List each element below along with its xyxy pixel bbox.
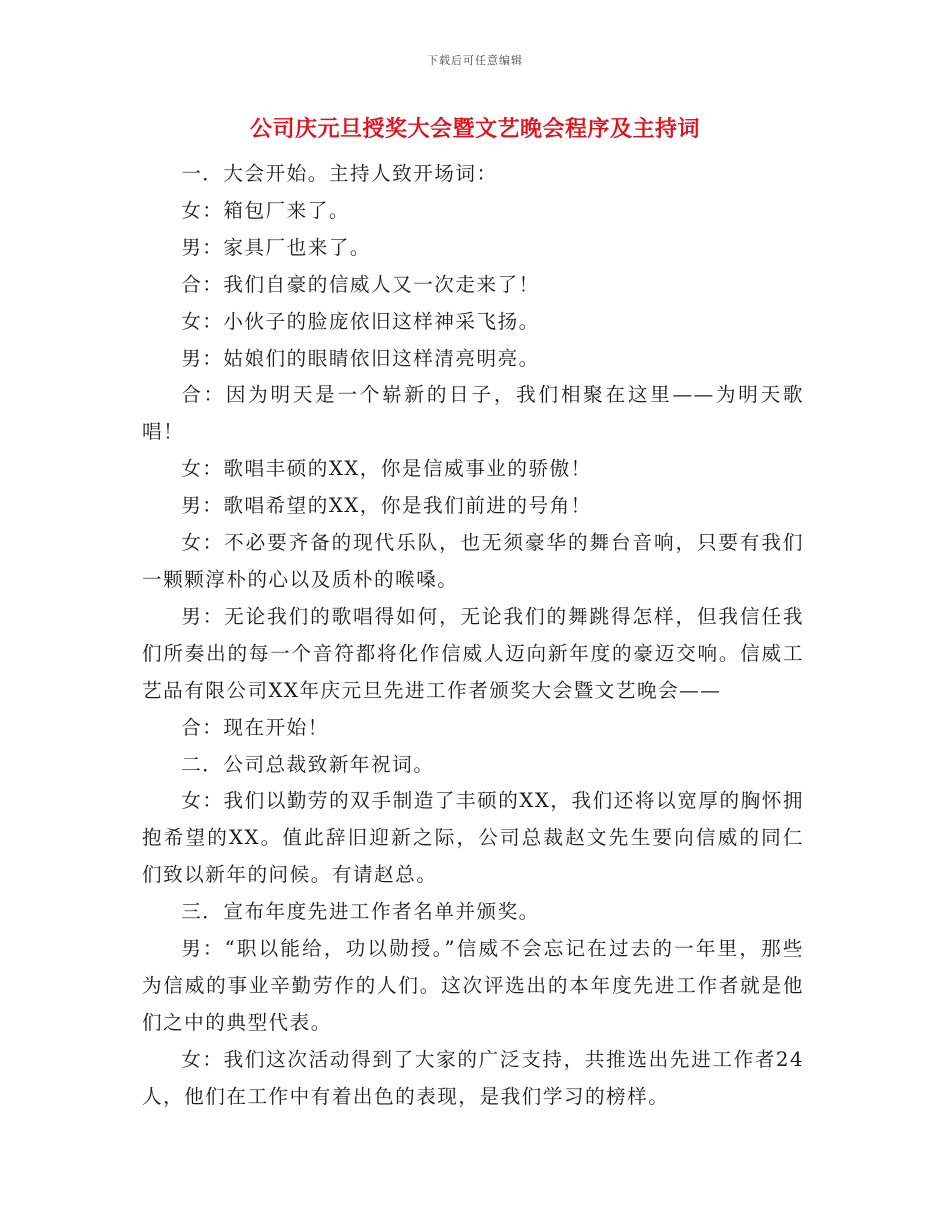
document-title: 公司庆元旦授奖大会暨文艺晚会程序及主持词 — [249, 116, 700, 142]
paragraph: 男：“职以能给，功以勋授。”信威不会忘记在过去的一年里，那些为信威的事业辛勤劳作的人们。这次评选出的本年度先进工作者就是他们之中的典型代表。 — [142, 937, 804, 1034]
paragraph: 女：不必要齐备的现代乐队，也无须豪华的舞台音响，只要有我们一颗颗淳朴的心以及质朴的喉嗓。 — [142, 531, 804, 591]
document-body — [142, 156, 804, 1116]
paragraph: 三．宣布年度先进工作者名单并颁奖。 — [181, 900, 540, 924]
paragraph: 一．大会开始。主持人致开场词： — [181, 162, 498, 185]
header-note: 下载后可任意编辑 — [427, 54, 523, 67]
paragraph: 男：无论我们的歌唱得如何，无论我们的舞跳得怎样，但我信任我们所奏出的每一个音符都将化作信威人迈向新年度的豪迈交响。信威工艺品有限公司XX年庆元旦先进工作者颁奖大会暨文艺晚会—— — [142, 604, 804, 702]
paragraph: 女：箱包厂来了。 — [181, 198, 350, 222]
paragraph: 二．公司总裁致新年祝词。 — [181, 752, 435, 776]
paragraph: 女：小伙子的脸庞依旧这样神采飞扬。 — [181, 309, 540, 333]
paragraph: 合：我们自豪的信威人又一次走来了！ — [181, 272, 540, 296]
paragraph: 男：姑娘们的眼睛依旧这样清亮明亮。 — [181, 346, 540, 370]
paragraph: 合：因为明天是一个崭新的日子，我们相聚在这里——为明天歌唱！ — [142, 383, 804, 444]
paragraph: 女：我们这次活动得到了大家的广泛支持，共推选出先进工作者24人，他们在工作中有着出色的表现，是我们学习的榜样。 — [142, 1047, 804, 1108]
paragraph: 男：歌唱希望的XX，你是我们前进的号角！ — [181, 494, 592, 518]
paragraph: 女：歌唱丰硕的XX，你是信威事业的骄傲！ — [181, 457, 592, 481]
paragraph: 合：现在开始！ — [181, 715, 329, 739]
paragraph: 女：我们以勤劳的双手制造了丰硕的XX，我们还将以宽厚的胸怀拥抱希望的XX。值此辞旧迎新之际，公司总裁赵文先生要向信威的同仁们致以新年的问候。有请赵总。 — [142, 789, 804, 887]
paragraph: 男：家具厂也来了。 — [181, 235, 372, 259]
